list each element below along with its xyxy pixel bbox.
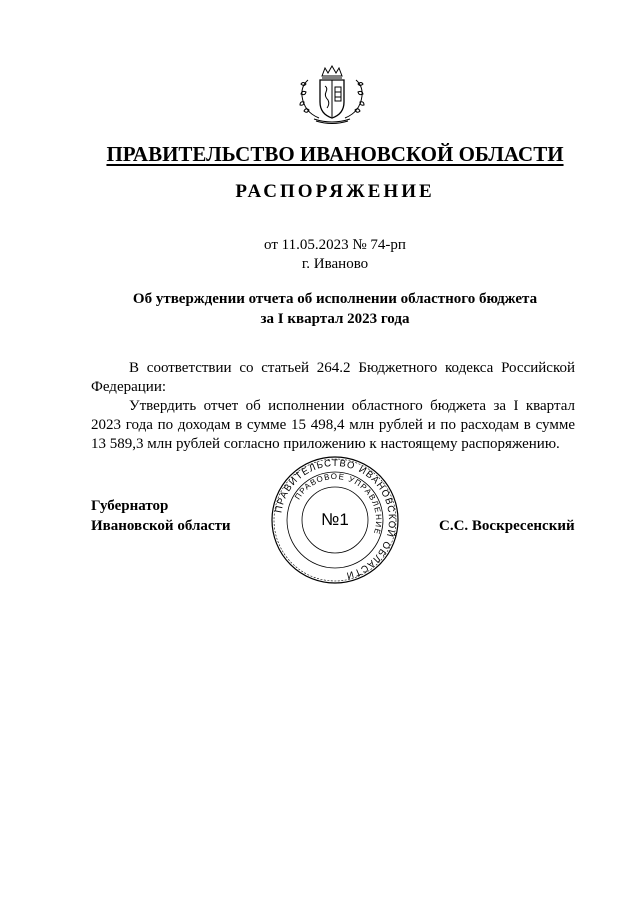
official-stamp: [270, 455, 400, 585]
signatory-name: С.С. Воскресенский: [439, 518, 575, 534]
stamp-inner-text: ПРАВОВОЕ УПРАВЛЕНИЕ: [293, 471, 384, 537]
government-title: ПРАВИТЕЛЬСТВО ИВАНОВСКОЙ ОБЛАСТИ: [106, 142, 564, 166]
body-p2-line-2: 2023 года по доходам в сумме 15 498,4 млн рублей и по расходам в сумме: [91, 417, 575, 433]
document-subject: [0, 289, 640, 329]
stamp-outer-text: ПРАВИТЕЛЬСТВО ИВАНОВСКОЙ ОБЛАСТИ: [273, 457, 398, 581]
body-p2-line-3: 13 589,3 млн рублей согласно приложению к настоящему распоряжению.: [91, 436, 560, 452]
signatory-position: [91, 496, 231, 536]
body-p2-line-1: Утвердить отчет об исполнении областного бюджета за I квартал: [129, 398, 575, 414]
document-body: [91, 359, 575, 454]
document-meta: [0, 236, 640, 274]
stamp-number: №1: [321, 510, 349, 529]
body-p1-line-2: Федерации:: [91, 379, 167, 395]
ivanovo-coat-of-arms-icon: [292, 62, 372, 126]
date-number: от 11.05.2023 № 74-рп: [264, 237, 406, 253]
subject-line-1: Об утверждении отчета об исполнении областного бюджета: [132, 291, 538, 307]
body-p1-line-1: В соответствии со статьей 264.2 Бюджетного кодекса Российской: [129, 360, 575, 376]
position-line-2: Ивановской области: [91, 518, 231, 534]
position-line-1: Губернатор: [91, 498, 169, 514]
city: г. Иваново: [301, 256, 369, 272]
subject-line-2: за I квартал 2023 года: [260, 311, 410, 327]
document-type: РАСПОРЯЖЕНИЕ: [235, 181, 435, 202]
